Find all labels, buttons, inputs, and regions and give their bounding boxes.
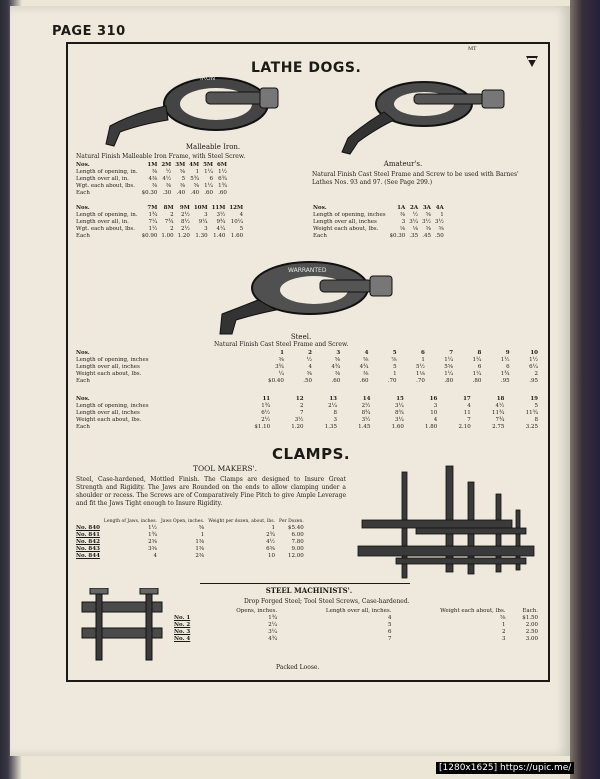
table-cell: 4¾ (359, 364, 369, 370)
steel-caption: Steel. (290, 333, 312, 341)
table-header: Weight per dozen, about, lbs. (208, 519, 275, 524)
table-cell: 1 (440, 212, 444, 218)
table-cell: 3A (422, 205, 431, 211)
table-cell: 3¼ (409, 219, 419, 225)
table-cell: 1¼ (444, 371, 454, 377)
malleable-lathe-dog-illustration (96, 66, 286, 152)
table-cell: 3 (333, 417, 337, 423)
table-cell: ⅞ (391, 357, 397, 363)
table-cell: Length of opening, inches (76, 403, 149, 409)
table-cell: 1¾ (148, 532, 157, 538)
table-cell: 9¾ (216, 219, 226, 225)
table-cell: 1.45 (358, 424, 371, 430)
table-cell: .45 (422, 233, 431, 239)
table-cell: 2⅜ (195, 553, 205, 559)
table-cell: ½ (165, 169, 172, 175)
table-cell: 6M (217, 162, 227, 168)
table-cell: 1¼ (472, 371, 482, 377)
table-cell: 4¾ (331, 364, 341, 370)
table-cell: 7 (467, 417, 471, 423)
table-header: Opens, inches. (236, 608, 278, 614)
table-cell: 1 (271, 525, 275, 531)
table-cell: 8 (333, 410, 337, 416)
table-cell: No. 1 (174, 615, 191, 621)
table-cell: 3.25 (525, 424, 538, 430)
table-cell: 17 (463, 396, 471, 402)
table-cell: 15 (396, 396, 404, 402)
table-cell: 1 (393, 371, 397, 377)
warranted-stamp: WARRANTED (288, 267, 327, 274)
table-cell: 10 (530, 350, 538, 356)
table-cell: Length of opening, in. (76, 169, 138, 175)
tool-makers-description: Steel, Case-hardened, Mottled Finish. The Clamps are designed to Insure Great Strength and Rigidity. The Jaws are Rounded on the ends to allow clamping under a shoulder or recess. The Screws are of Comparatively Fine Pitch to give Ample Leverage and fit the Jaws Tight enough to Insure Rigidity. (76, 476, 346, 507)
table-cell: Weight each about, lbs. (313, 226, 379, 232)
table-cell: ⅜ (151, 169, 158, 175)
table-cell: 2½ (180, 226, 190, 232)
page-number: PAGE 310 (52, 24, 126, 39)
table-cell: Each (313, 233, 327, 239)
steel-lathe-dog-illustration (210, 254, 400, 338)
table-cell: 4½ (162, 176, 172, 182)
table-cell: 3⅜ (148, 546, 157, 552)
table-cell: .35 (409, 233, 419, 239)
table-header: Per Dozen. (279, 519, 304, 524)
table-cell: 5 (239, 226, 244, 232)
amateur-caption: Amateur's. (383, 160, 423, 168)
table-cell: 10¼ (230, 219, 244, 225)
tool-makers-table (74, 518, 306, 560)
table-cell: 1.00 (161, 233, 174, 239)
table-cell: 7¾ (164, 219, 174, 225)
table-cell: 6 (477, 364, 482, 370)
table-cell: ⅝ (334, 357, 341, 363)
table-cell: 3 (433, 403, 438, 409)
table-cell: .60 (218, 190, 227, 196)
table-cell: 2 (300, 403, 304, 409)
steel-machinists-description: Drop Forged Steel; Tool Steel Screws, Case-hardened. (244, 598, 410, 605)
table-cell: 2.75 (492, 424, 505, 430)
table-cell: Nos. (76, 350, 90, 356)
table-cell: 1.60 (391, 424, 404, 430)
table-cell: Length of opening, inches (76, 357, 149, 363)
table-cell: 2¼ (268, 622, 278, 628)
table-cell: ⅜ (363, 371, 369, 377)
table-cell: 4A (435, 205, 444, 211)
table-cell: ⅜ (151, 183, 158, 189)
table-cell: 2M (161, 162, 172, 168)
table-cell: 8½ (180, 219, 190, 225)
table-cell: Length of opening, inches (313, 212, 386, 218)
table-cell: Length over all, inches (76, 364, 140, 370)
table-cell: Each (76, 424, 90, 430)
table-cell: 5¾ (190, 176, 200, 182)
table-cell: 3¼ (395, 417, 404, 423)
table-cell: 9¼ (198, 219, 208, 225)
clamps-title: CLAMPS. (272, 445, 351, 463)
table-cell: ⅜ (399, 212, 406, 218)
table-cell: 1½ (529, 357, 538, 363)
table-cell: 3M (175, 162, 186, 168)
table-cell: 11 (262, 396, 271, 402)
table-cell: 7¼ (148, 219, 158, 225)
table-cell: 2 (170, 226, 174, 232)
table-cell: .30 (162, 190, 172, 196)
table-cell: 1¾ (218, 183, 227, 189)
table-cell: 5M (203, 162, 214, 168)
table-cell: Weight each about, lbs. (76, 371, 142, 377)
table-cell: 10 (430, 410, 438, 416)
table-cell: 12M (229, 205, 244, 211)
table-cell: No. 3 (174, 629, 191, 635)
table-cell: Nos. (313, 205, 327, 211)
table-cell: 5 (388, 622, 392, 628)
table-cell: Nos. (76, 205, 90, 211)
table-cell: 6.00 (291, 532, 304, 538)
table-cell: 2½ (361, 403, 371, 409)
table-cell: 1⅛ (415, 371, 425, 377)
table-cell: 1¾ (500, 371, 510, 377)
table-cell: 8¾ (395, 410, 404, 416)
table-cell: 5 (534, 403, 538, 409)
table-cell: Length over all, inches (313, 219, 377, 225)
table-cell: .95 (500, 378, 510, 384)
table-cell: 6⅜ (266, 546, 275, 552)
table-cell: 5⅝ (444, 364, 454, 370)
watermark: [1280x1625] https://upic.me/ (436, 762, 574, 774)
table-cell: 11¾ (492, 410, 505, 416)
table-cell: 9M (179, 205, 190, 211)
table-cell: Length over all, inches (76, 410, 140, 416)
table-header: Each. (522, 608, 538, 614)
table-cell: 1A (397, 205, 406, 211)
table-cell: 1½ (500, 357, 510, 363)
table-cell: 8 (477, 350, 482, 356)
packed-loose-note: Packed Loose. (276, 664, 320, 671)
book-spine (570, 0, 600, 779)
table-cell: 1.60 (230, 233, 244, 239)
tool-makers-clamps-illustration (356, 462, 540, 584)
table-cell: 7 (388, 636, 392, 642)
table-cell: Length over all, in. (76, 219, 129, 225)
table-cell: ⅝ (425, 212, 431, 218)
table-cell: .50 (303, 378, 312, 384)
table-cell: 18 (496, 396, 505, 402)
table-cell: 2 (502, 629, 506, 635)
table-cell: .60 (331, 378, 341, 384)
tool-makers-caption: TOOL MAKERS'. (192, 464, 258, 473)
table-cell: 2.50 (525, 629, 538, 635)
svg-text:IRON: IRON (200, 75, 216, 82)
amateur-description: Natural Finish Cast Steel Frame and Screw to be used with Barnes' Lathes Nos. 93 and 97. (See Page 299.) (312, 171, 519, 186)
table-cell: Weight each about, lbs. (76, 417, 142, 423)
table-cell: 9.00 (291, 546, 304, 552)
table-cell: 6 (506, 364, 510, 370)
publisher-logo-icon (525, 54, 539, 68)
table-cell: 1.20 (177, 233, 190, 239)
table-cell: ¼ (278, 371, 284, 377)
table-cell: 1.30 (195, 233, 208, 239)
table-cell: 1M (147, 162, 158, 168)
amateur-table (311, 205, 446, 240)
table-cell: 1¼ (444, 357, 454, 363)
table-cell: 1 (421, 357, 425, 363)
table-header: Length over all, inches. (325, 608, 392, 614)
table-cell: 2¾ (266, 532, 275, 538)
table-cell: 4½ (266, 539, 275, 545)
table-cell: 6 (388, 629, 392, 635)
table-cell: 2.10 (458, 424, 471, 430)
table-cell: 3½ (361, 417, 371, 423)
table-header: Jaws Open, inches. (160, 519, 205, 524)
table-cell: $0.40 (268, 378, 284, 384)
table-cell: 1 (280, 350, 284, 356)
table-cell: ⅜ (165, 183, 172, 189)
table-cell: 7¾ (495, 417, 505, 423)
table-cell: $0.30 (141, 190, 158, 196)
table-cell: 16 (429, 396, 438, 402)
table-cell: 4 (388, 615, 392, 621)
table-cell: 3¼ (395, 403, 404, 409)
table-cell: 4¾ (268, 636, 278, 642)
table-cell: 7 (449, 350, 454, 356)
table-cell: 1.20 (291, 424, 304, 430)
table-cell: 8M (163, 205, 174, 211)
table-cell: $1.50 (522, 615, 538, 621)
table-cell: Each (76, 190, 90, 196)
table-cell: ⅝ (193, 183, 200, 189)
table-cell: 4 (153, 553, 157, 559)
amateur-lathe-dog-illustration (334, 72, 514, 158)
table-cell: 4M (189, 162, 200, 168)
table-cell: 10 (268, 553, 275, 559)
table-cell: 6 (421, 350, 425, 356)
table-cell: 2A (410, 205, 419, 211)
table-cell: 12 (295, 396, 304, 402)
table-cell: 2 (534, 371, 538, 377)
table-cell: 5 (392, 350, 397, 356)
table-cell: 5½ (415, 364, 425, 370)
table-cell: No. 842 (76, 539, 100, 545)
table-cell: 12.00 (288, 553, 304, 559)
section-divider (200, 583, 410, 584)
table-cell: 1 (200, 532, 205, 538)
malleable-table-2 (74, 205, 245, 240)
malleable-description: Natural Finish Malleable Iron Frame, with Steel Screw. (76, 153, 246, 160)
table-cell: 2.00 (525, 622, 538, 628)
table-cell: 14 (362, 396, 371, 402)
table-cell: ⅝ (500, 615, 506, 621)
table-cell: ⅝ (198, 525, 205, 531)
table-cell: 7 (300, 410, 304, 416)
table-cell: Wgt. each about, lbs. (76, 183, 135, 189)
table-cell: ⅜ (306, 371, 312, 377)
table-cell: ½ (306, 357, 312, 363)
table-cell: 11 (463, 410, 471, 416)
table-cell: 1½ (148, 525, 157, 531)
table-cell: Nos. (76, 162, 90, 168)
table-cell: $1.10 (254, 424, 271, 430)
table-cell: ⅜ (179, 183, 186, 189)
corner-mark: MT (468, 46, 477, 52)
table-cell: No. 4 (174, 636, 191, 642)
table-cell: 1⅜ (195, 539, 205, 545)
table-cell: 3½ (294, 417, 304, 423)
table-cell: No. 843 (76, 546, 100, 552)
table-cell: 3½ (422, 219, 431, 225)
table-cell: 11M (211, 205, 226, 211)
table-cell: ⅜ (425, 226, 431, 232)
table-cell: 1 (502, 622, 506, 628)
table-cell: ⅛ (412, 226, 419, 232)
table-cell: No. 840 (76, 525, 100, 531)
table-cell: Each (76, 233, 90, 239)
steel-machinists-clamp-illustration (76, 588, 168, 664)
table-cell: No. 844 (76, 553, 100, 559)
malleable-caption: Malleable Iron. (185, 143, 241, 151)
table-cell: 2 (170, 212, 174, 218)
table-cell: 3 (401, 219, 406, 225)
table-cell: 1 (195, 169, 200, 175)
table-cell: 1.80 (425, 424, 438, 430)
table-cell: ⅝ (179, 169, 186, 175)
table-cell: 1⅜ (195, 546, 205, 552)
table-cell: $5.40 (288, 525, 304, 531)
table-header (172, 608, 205, 615)
table-cell: 1.40 (213, 233, 226, 239)
table-cell: 3 (336, 350, 341, 356)
table-cell: .70 (416, 378, 425, 384)
table-cell: Each (76, 378, 90, 384)
table-cell: 4 (239, 212, 244, 218)
lathe-dogs-title: LATHE DOGS. (251, 60, 362, 76)
table-cell: 6½ (261, 410, 271, 416)
table-cell: 10M (193, 205, 208, 211)
table-cell: .80 (472, 378, 482, 384)
table-cell: ⅜ (438, 226, 444, 232)
table-cell: 11¾ (525, 410, 538, 416)
table-cell: 2⅜ (148, 539, 157, 545)
steel-description: Natural Finish Cast Steel Frame and Screw. (214, 341, 349, 348)
table-cell: 2¼ (328, 403, 337, 409)
steel-machinists-table (172, 608, 540, 643)
table-cell: 3½ (216, 212, 226, 218)
table-cell: $0.90 (141, 233, 158, 239)
table-cell: .60 (204, 190, 214, 196)
table-cell: 4¼ (216, 226, 226, 232)
table-cell: 8¾ (361, 410, 371, 416)
table-cell: .40 (190, 190, 200, 196)
table-cell: $0.30 (389, 233, 406, 239)
table-cell: .80 (444, 378, 454, 384)
table-cell: 2½ (180, 212, 190, 218)
table-cell: 4⅜ (148, 176, 158, 182)
table-cell: 4 (308, 364, 312, 370)
table-header: Length of Jaws, inches. (103, 519, 157, 524)
steel-table-2 (74, 396, 540, 431)
table-cell: 4 (433, 417, 438, 423)
table-cell: Nos. (76, 396, 90, 402)
malleable-table-1 (74, 162, 229, 197)
table-cell: 2½ (261, 417, 271, 423)
table-cell: Wgt. each about, lbs. (76, 226, 135, 232)
table-cell: .50 (435, 233, 444, 239)
table-cell: 3 (204, 226, 208, 232)
table-cell: 4 (364, 350, 369, 356)
table-cell: 1½ (218, 169, 227, 175)
table-cell: .95 (529, 378, 538, 384)
table-cell: 1¾ (261, 403, 271, 409)
table-cell: 1.35 (324, 424, 337, 430)
table-cell: 5 (181, 176, 186, 182)
table-cell: 1¼ (204, 183, 214, 189)
table-cell: 3¾ (275, 364, 284, 370)
table-cell: 1¼ (472, 357, 482, 363)
table-cell: 6¼ (529, 364, 538, 370)
table-cell: 4½ (495, 403, 505, 409)
table-cell: 7.80 (291, 539, 304, 545)
table-cell: 3.00 (525, 636, 538, 642)
table-cell: ⅛ (399, 226, 406, 232)
table-cell: .60 (359, 378, 369, 384)
table-cell: 4 (467, 403, 471, 409)
steel-machinists-caption: STEEL MACHINISTS'. (265, 586, 353, 595)
table-cell: 1¾ (148, 212, 158, 218)
table-cell: 3 (204, 212, 208, 218)
table-cell: 19 (530, 396, 538, 402)
table-cell: 2 (308, 350, 312, 356)
table-cell: 3 (502, 636, 506, 642)
table-header: Weight each about, lbs. (440, 608, 506, 614)
table-cell: 7M (147, 205, 158, 211)
table-cell: ⅜ (334, 371, 341, 377)
table-cell: 13 (329, 396, 337, 402)
table-cell: 1¾ (268, 615, 278, 621)
table-cell: 8 (534, 417, 538, 423)
table-cell: 3¼ (268, 629, 278, 635)
table-cell: 5 (393, 364, 397, 370)
table-cell: Length of opening, in. (76, 212, 138, 218)
table-cell: ⅝ (363, 357, 369, 363)
table-cell: No. 2 (174, 622, 191, 628)
table-header (74, 518, 102, 525)
table-cell: 3½ (434, 219, 444, 225)
table-cell: .70 (387, 378, 397, 384)
table-cell: 6 (209, 176, 214, 182)
table-cell: 1½ (148, 226, 158, 232)
table-cell: 9 (505, 350, 510, 356)
table-cell: Length over all, in. (76, 176, 129, 182)
table-cell: ⅜ (278, 357, 284, 363)
table-cell: ½ (412, 212, 419, 218)
table-cell: 1¼ (204, 169, 214, 175)
table-cell: .40 (176, 190, 186, 196)
steel-table-1 (74, 350, 540, 385)
table-cell: No. 841 (76, 532, 100, 538)
table-cell: 6¾ (218, 176, 227, 182)
